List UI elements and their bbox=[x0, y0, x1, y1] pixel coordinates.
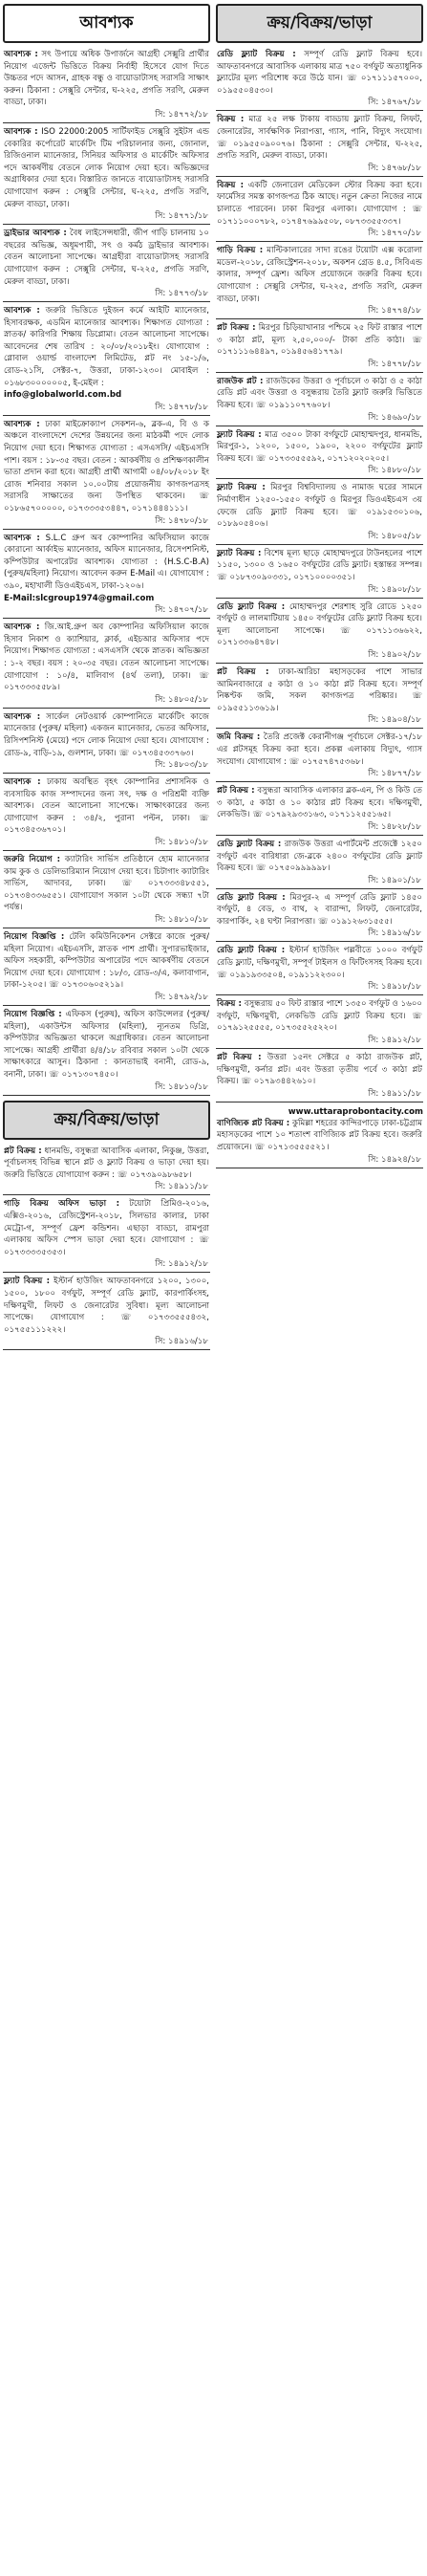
ad-title: ফ্ল্যাট বিক্রয় : bbox=[4, 1277, 51, 1287]
ad-title: রেডি ফ্ল্যাট বিক্রয় : bbox=[217, 601, 286, 612]
ad-divider bbox=[3, 1272, 210, 1273]
classified-ad bbox=[3, 419, 210, 515]
ad-body: জরুরি ভিত্তিতে দুইজন কর্মে আইটি ম্যানেজার, হিসাবরক্ষক, এডমিন ম্যানেজার আবশ্যক। শিক্ষাগত যোগ্যতা : স্নাতক/ কারিগরি শিক্ষায় ডিপ্লোমা। বেতন আলোচনা সাপেক্ষে। আবেদনের শেষ তারিখ : ২০/০৮/২০১৮ইং। যোগাযোগ : গ্লোবাল ওয়ার্ল্ড বাংলাদেশ লিমিটেড, প্লট নং ১৫-১/৬, রোড-২১সি, সেক্টর-৭, উত্তরা, ঢাকা-১২৩০। মোবাইল : ০১৬৮৩০০০০০০৫, ই-মেইল : bbox=[4, 306, 210, 388]
ad-title: আবশ্যক : bbox=[4, 711, 41, 722]
ad-divider bbox=[216, 728, 423, 729]
ad-title: আবশ্যক : bbox=[4, 50, 38, 59]
ad-title: আবশ্যক : bbox=[4, 533, 40, 543]
ad-title: জরুরি নিয়োগ : bbox=[4, 855, 61, 865]
ad-code: সি: ১৪৮১০/১৮ bbox=[155, 838, 208, 848]
ad-body: তৈরি প্রজেক্ট কেরানীগঞ্জ পূর্বাচলে সেক্টর-১৭/১৮ এর প্লটসমূহ বিক্রয় করা হবে। প্রকল্প এলাকায় বিদ্যুৎ, গ্যাস সংযোগ। যোগাযোগ : ☏ ০১৭৫৭৪৭৫৩৬৮। bbox=[217, 732, 422, 767]
ad-title: গাড়ি বিক্রয় : bbox=[217, 246, 264, 256]
ad-code: সি: ১৪৮১০/১৮ bbox=[155, 915, 208, 926]
classified-ad bbox=[216, 245, 423, 305]
classified-ad bbox=[3, 533, 210, 605]
ad-code: সি: ১৪৯০২/১৮ bbox=[368, 649, 421, 660]
classified-ad bbox=[3, 854, 210, 914]
ad-body: বসুন্ধরা আবাসিক এলাকার ব্লক-এন, পি ও কিউ তে ৩ কাঠা, ৫ কাঠা ও ১০ কাঠার প্লট বিক্রয় হবে। দক্ষিণমুখী, লেকভিউ। ☏ ০১৭৯২৯৩৩১৬৩, ০১৭১১২৫৫১৬৫। bbox=[217, 786, 423, 820]
ad-title: রেডি ফ্ল্যাট বিক্রয় : bbox=[217, 839, 282, 849]
classified-ad bbox=[3, 228, 210, 288]
section-header-buy-sell-rent-left: ক্রয়/বিক্রয়/ভাড়া bbox=[3, 1101, 210, 1140]
ad-body: মিরপুর চিড়িয়াখানার পশ্চিমে ২৫ ফিট রাস্তার পাশে ৩ কাঠা প্লট, মূল্য ২,৫০,০০০/- টাকা প্রতি কাঠা। ☏ ০১৭১১১৬৪৪৯৭, ০১৯৪৫৬৪১৭৭৯। bbox=[217, 323, 422, 358]
classified-ad bbox=[3, 1198, 210, 1258]
ad-body: উত্তরা ১৫নং সেক্টরে ৫ কাঠা রাজউক প্লট, দক্ষিণমুখী, কর্নার প্লট। এবং উত্তরা তৃতীয় পর্বে ৩ কাঠা প্লট বিক্রয়। ☏ ০১৭৯৩৪৪২৬১০। bbox=[217, 1053, 422, 1087]
ad-body: ইস্টার্ন হাউজিং আফতাবনগরে ১২০০, ১৩০০, ১৫০০, ১৮০০ বর্গফুট, সম্পূর্ণ রেডি ফ্ল্যাট, কারপার্কিংসহ, দক্ষিণমুখী, লিফট ও জেনারেটর সুবিধা। মূল্য আলোচনা সাপেক্ষে। যোগাযোগ : ☏ ০১৭৩৩৫৫৫৪৩২, ০১৭৫৫১১১২২২। bbox=[4, 1277, 210, 1335]
ad-body: ISO 22000:2005 সার্টিফাইড সেক্সুরি সুইটস এন্ড বেকারির কর্পোরেট মার্কেটিং টিম পরিচালনার জন্য, জোনাল, রিজিওনাল ম্যানেজার, সিনিয়র অফিসার ও মার্কেটিং অফিসার পদে আকর্ষণীয় বেতনে লোক নিয়োগ দেয়া হবে। অভিজ্ঞদের অগ্রাধিকার দেয়া হবে। বিস্তারিত জানতে বায়োডাটাসহ সরাসরি যোগাযোগ করুন : সেক্সুরি সেন্টার, ঘ-২২৫, প্রগতি সরণি, মেরুল বাড্ডা, ঢাকা। bbox=[4, 126, 209, 209]
ad-body: ইস্টার্ন হাউজিং পল্লবীতে ১০০০ বর্গফুট রেডি ফ্ল্যাট, দক্ষিণমুখী, সম্পূর্ণ টাইলস ও ফিটিংসসহ বিক্রয় হবে। ☏ ০১৯১৯৩৩৫০৪, ০১৯১১২২৩০০। bbox=[217, 946, 423, 980]
classified-ad bbox=[216, 429, 423, 466]
ad-code: সি: ১৪৭৭৪/১৮ bbox=[368, 306, 421, 317]
ad-code: সি: ১৪৮৭৭/১৮ bbox=[368, 769, 421, 779]
ad-divider bbox=[216, 176, 423, 177]
ad-code: সি: ১৪৬৯০/১৮ bbox=[368, 412, 421, 423]
ad-body: ঢাকায় অবস্থিত বৃহৎ কোম্পানির প্রশাসনিক ও ব্যবসায়িক কাজ সম্পাদনের জন্য সৎ, দক্ষ ও পরিশ্রমী ব্যক্তি আবশ্যক। বেতন আলোচনা সাপেক্ষে। সাক্ষাৎকারের জন্য যোগাযোগ করুন : ৩৪/২, পুরানা পল্টন, ঢাকা। ☏ ০১৭৩৪৫৩৬৭০১। bbox=[4, 777, 210, 836]
ad-body: রাজউকের উত্তরা ও পূর্বাচলে ৩ কাঠা ও ৫ কাঠা রেডি প্লট এবং উত্তরা ও বসুন্ধরায় তৈরি ফ্ল্যাট জরুরি ভিত্তিতে বিক্রয় হবে। ☏ ০১৯১১০৭৭৬০৮। bbox=[217, 376, 423, 411]
classified-ad bbox=[216, 180, 423, 228]
ad-divider bbox=[216, 663, 423, 664]
left-ads-list-2 bbox=[3, 1146, 210, 1354]
classified-ad bbox=[216, 731, 423, 768]
classified-ad bbox=[3, 126, 210, 210]
ad-title: আবশ্যক : bbox=[4, 622, 40, 633]
classified-ad bbox=[216, 322, 423, 359]
ad-title: প্লট বিক্রয় : bbox=[217, 323, 256, 334]
ad-title: নিয়োগ বিজ্ঞপ্তি : bbox=[4, 1010, 62, 1019]
ad-title: আবশ্যক : bbox=[4, 306, 40, 317]
classified-ad bbox=[216, 482, 423, 530]
ad-divider bbox=[216, 372, 423, 373]
classified-ad bbox=[216, 1052, 423, 1088]
ad-body: মিরপুর-২ এ সম্পূর্ণ রেডি ফ্ল্যাট ১৪৫০ বর্গফুট, ৪ বেড, ৩ বাথ, ২ বারান্দা, লিফট, জেনারেটর, কারপার্কিং, ২৪ ঘণ্টা নিরাপত্তা। ☏ ০১৯১২৬৩১৫৫৫। bbox=[217, 892, 423, 927]
ad-body: রাজউক উত্তরা এপার্টমেন্ট প্রজেক্টে ১২৫০ বর্গফুট এবং বারিধারা জে-ব্লকে ২৪০০ বর্গফুটের রেডি ফ্ল্যাট বিক্রয় হবে। ☏ ০১৭৫০৯৯৯৯৯৮। bbox=[217, 839, 423, 874]
ad-divider bbox=[216, 994, 423, 995]
ad-divider bbox=[216, 888, 423, 889]
ad-title: ফ্ল্যাট বিক্রয় : bbox=[217, 483, 266, 493]
ad-body: ঢাকা মাইক্রোক্যাপ সেকশন-৬, ব্লক-এ, বি ও ক অঞ্চলে বাংলাদেশে দেশের উন্নয়নের জন্য মাঠকর্মী পদে লোক নিয়োগ দেয়া হবে। শিক্ষাগত যোগ্যতা : এসএসসি/ এইচএসসি পাশ। বয়স : ১৮-৩৫ বছর। বেতন : আকর্ষণীয় ও প্রশিক্ষণকালীন ভাতা প্রদান করা হবে। আগ্রহী প্রার্থী আগামী ০৪/০৮/২০১৮ ইং রোজ শনিবার সকাল ১০.০০টায় প্রয়োজনীয় কাগজপত্রসহ সরাসরি সাক্ষাতের জন্য উপস্থিত থাকবেন। ☏ ০১৮৬৫৭০০০০০, ০১৭৩৩৩৫৩৪৪৭, ০১৭১৪৪৪১১১। bbox=[4, 419, 209, 513]
classified-ad bbox=[3, 49, 210, 109]
ad-code: সি: ১৪৭৭৮/১৮ bbox=[155, 402, 208, 412]
ad-code: সি: ১৪৭৬৮/১৮ bbox=[368, 163, 421, 173]
ad-divider bbox=[216, 1048, 423, 1049]
ad-title: রাজউক প্লট : bbox=[217, 376, 264, 386]
classified-ad bbox=[216, 548, 423, 584]
ad-body: সার্কেল নেটওয়ার্ক কোম্পানিতে মার্কেটিং কাজে ম্যানেজার (পুরুষ/ মহিলা) একজন ম্যানেজার, ভেতর অফিসার, রিসিপশনিস্ট (মেয়ে) পদে লোক নিয়োগ দেয়া হবে। যোগাযোগ : রোড-৯, বাড়ি-১৯, গুলশান, ঢাকা। ☏ ০১৭৩৪৫৩৩৭৬৩। bbox=[4, 711, 209, 758]
classified-ad bbox=[216, 114, 423, 162]
ad-code: সি: ১৪৯০১/১৮ bbox=[368, 875, 421, 885]
ad-code: সি: ১৪৯২৪/১৮ bbox=[368, 1154, 421, 1165]
ad-body: জি.আই.গ্রুপ অব কোম্পানির অফিসিয়াল কাজে হিসাব নিকাশ ও ক্যাশিয়ার, ক্লার্ক, এইচআর অফিসার পদে নিয়োগ। শিক্ষাগত যোগ্যতা : এসএসসি থেকে স্নাতক। অভিজ্ঞতা : ১-২ বছর। বয়স : ২০-৩৫ বছর। বেতন আলোচনা সাপেক্ষে। যোগাযোগ : ১০/৪, মালিবাগ (৪র্থ তলা), ঢাকা। ☏ ০১৭৩৩৩৫৫৮৯। bbox=[4, 622, 209, 693]
classified-ad bbox=[216, 785, 423, 821]
classified-ad bbox=[3, 931, 210, 992]
ad-code: সি: ১৪৭০৭/১৮ bbox=[155, 605, 208, 616]
section-header-buy-sell-rent: ক্রয়/বিক্রয়/ভাড়া bbox=[216, 4, 423, 43]
ad-code: সি: ১৪৯০৮/১৮ bbox=[368, 584, 421, 595]
classified-ad bbox=[216, 601, 423, 649]
ad-title: বিক্রয় : bbox=[217, 999, 242, 1010]
ad-title: রেডি ফ্ল্যাট বিক্রয় : bbox=[217, 892, 286, 903]
ad-body: এফিকস (পুরুষ), অফিস কাউন্সেলর (পুরুষ/ মহিলা), একাউন্টস অফিসার (মহিলা), ন্যূনতম ডিগ্রি, কম্পিউটার অভিজ্ঞতা থাকলে অগ্রাধিকার। বেতন আলোচনা সাপেক্ষে। আগ্রহী প্রার্থীরা ৪/৪/১৮ রবিবার সকাল ১০টা থেকে সাক্ষাৎকারে আসুন। ঠিকানা : কানতাভাই বনানী, রোড-৯, বনানী, ঢাকা। ☏ ০১৭১৩০৭৪৫০। bbox=[4, 1010, 210, 1080]
ad-divider bbox=[3, 708, 210, 709]
classified-ad bbox=[216, 945, 423, 981]
ad-code: সি: ১৪৭৭১/১৮ bbox=[155, 211, 208, 222]
classified-ad bbox=[216, 998, 423, 1035]
ad-code: সি: ১৪৯১১/১৮ bbox=[155, 1182, 208, 1192]
left-ads-list bbox=[3, 49, 210, 1099]
ad-body: সৎ উপায়ে অধিক উপার্জনে আগ্রহী সেক্সুরি প্রার্থীর নিয়োগ এজেন্ট ভিত্তিতে বিক্রয় নির্বাহী হিসেবে যোগ দিতে উচ্চতর পদে আসন, গ্রাহক বন্ধু ও বায়োডাটাসহ সরাসরি সাক্ষাৎ করুন। ঠিকানা : সেক্সুরি সেন্টার, ঘ-২২৫, প্রগতি সরণি, মেরুল বাড্ডা, ঢাকা। bbox=[4, 50, 209, 108]
ad-code: সি: ১৪৮০৫/১৮ bbox=[155, 694, 208, 705]
ad-code: সি: ১৪৭৭৮/১৮ bbox=[368, 359, 421, 369]
ad-code: সি: ১৪৮১০/১৮ bbox=[155, 1081, 208, 1092]
ad-body: কুমিল্লা শহরের কান্দিরপাড়ে ঢাকা-চট্টগ্রাম মহাসড়কের পাশে ১০ শতাংশ বাণিজ্যিক প্লট বিক্রয় হবে। জরুরি প্রয়োজনে। ☏ ০১৭১৩৫৫৫৫২১। bbox=[217, 1118, 422, 1152]
ad-title: আবশ্যক : bbox=[4, 777, 41, 788]
ad-divider bbox=[3, 618, 210, 619]
ad-title: নিয়োগ বিজ্ঞপ্তি : bbox=[4, 932, 65, 943]
ad-code: সি: ১৪৭৬৭/১৮ bbox=[368, 98, 421, 108]
classified-ad bbox=[216, 839, 423, 875]
ad-body: বৈধ লাইসেন্সধারী, জীপ গাড়ি চালনায় ১০ বছরের অভিজ্ঞ, অধূমপায়ী, সৎ ও কর্মঠ ড্রাইভার আবশ্যক। বেতন আলোচনা সাপেক্ষে। আগ্রহীরা বায়োডাটাসহ সরাসরি যোগাযোগ করুন : সেক্সুরি সেন্টার, ঘ-২২৫, প্রগতি সরণি, মেরুল বাড্ডা, ঢাকা। bbox=[4, 229, 209, 287]
ad-body: S.L.C গ্রুপ অব কোম্পানির অফিসিয়াল কাজে কোরানো আর্কাইভ ম্যানেজার, অফিস ম্যানেজার, রিসেপশনিস্ট, কম্পিউটার অপারেটর আবশ্যক। যোগ্যতা : (H.S.C-B.A) (পুরুষ/মহিলা) নিয়োগ। আবেদন করুন E-Mail এ। যোগাযোগ : ৩৯০, মহাখালী ডিওএইচএস, ঢাকা-১২০৬। bbox=[4, 533, 209, 591]
ad-divider bbox=[3, 1194, 210, 1195]
ad-body: মাল্টিকালারের সাদা রঙের টয়োটা এক্স করোলা মডেল-২০১৮, রেজিস্ট্রেশন-২০১৮, অকশন গ্রেড ৪.৫, সিবিএন্ড কালার, সম্পূর্ণ ফ্রেশ। অফিস প্রয়োজনে জরুরি বিক্রয় হবে। যোগাযোগ : সেক্সুরি সেন্টার, ঘ-২২৫, প্রগতি সরণি, মেরুল বাড্ডা, ঢাকা। bbox=[217, 246, 422, 304]
classified-ad bbox=[216, 1118, 423, 1154]
ad-code: সি: ১৪৯০৪/১৮ bbox=[368, 715, 421, 726]
ad-body: মাত্র ৩৫০০ টাকা বর্গফুটে মোহাম্মদপুর, ধানমন্ডি, মিরপুর-১, ১২০০, ১৫০০, ১৯০০, ২২০০ বর্গফুটের ফ্ল্যাট বিক্রয় হবে। ☏ ০১৭৩৩৫৫৫৯২, ০১৭১২০২০২০৫। bbox=[217, 429, 422, 464]
ad-divider bbox=[3, 529, 210, 530]
ad-title: রেডি ফ্ল্যাট বিক্রয় : bbox=[217, 50, 296, 59]
ad-code: সি: ১৪৮০৫/১৮ bbox=[368, 531, 421, 541]
ad-divider bbox=[216, 318, 423, 319]
ad-code: সি: ১৪৯১৮/১৮ bbox=[368, 982, 421, 993]
classified-ad bbox=[3, 1009, 210, 1081]
right-column bbox=[216, 2, 423, 2574]
ad-title: ফ্ল্যাট বিক্রয় : bbox=[217, 429, 262, 440]
right-ads-list bbox=[216, 49, 423, 1105]
ad-email-link[interactable]: E-Mail:slcgroup1974@gmail.com bbox=[4, 593, 155, 603]
ad-body: ধানমন্ডি, বসুন্ধরা আবাসিক এলাকা, নিকুঞ্জ, উত্তরা, পূর্বাচলসহ বিভিন্ন স্থানে প্লট ও ফ্ল্যাট বিক্রয় ও ভাড়া দেয়া হয়। জরুরি ভিত্তিতে যোগাযোগ করুন : ☏ ০১৭৩৯০৯৮৬৫৮। bbox=[4, 1146, 209, 1180]
classifieds-page bbox=[3, 2, 424, 2574]
ad-body: ঢাকা-আরিচা মহাসড়কের পাশে সাভার আমিনবাজারে ৫ কাঠা ও ১০ কাঠা প্লট বিক্রয় হবে। সম্পূর্ণ নিষ্কণ্টক জমি, সকল কাগজপত্র পরিষ্কার। ☏ ০১৯৫৫১১৩৬১৯। bbox=[217, 666, 423, 713]
ad-body: টেলি কমিউনিকেশন সেক্টরে কাজে পুরুষ/মহিলা নিয়োগ। এইচএসসি, স্নাতক পাশ প্রার্থী। সুপারভাইজার, অফিস সহকারী, কম্পিউটার অপারেটর পদে আকর্ষণীয় বেতনে নিয়োগ দেয়া হবে। যোগাযোগ : ১৮/৩, রোড-৩/এ, কলাবাগান, ঢাকা-১২০৫। ☏ ০১৭৩০৬০৫২১৯। bbox=[4, 932, 210, 991]
ad-divider bbox=[216, 110, 423, 111]
ad-body: টয়োটা প্রিমিও-২০১৬, এক্সিও-২০১৬, রেজিস্ট্রেশন-২০১৮, সিলভার কালার, ঢাকা মেট্রো-গ, সম্পূর্ণ ফ্রেশ কন্ডিশন। এছাড়া বাড্ডা, রামপুরা এলাকায় অফিস স্পেস ভাড়া দেয়া হবে। যোগাযোগ : ☏ ০১৭৩৩৩৩৫৩৫৩। bbox=[4, 1199, 210, 1257]
ad-code: সি: ১৪৯১৬/১৮ bbox=[155, 1337, 208, 1347]
ad-divider bbox=[3, 1349, 210, 1350]
ad-code: সি: ১৪৭৭২/১৮ bbox=[155, 109, 208, 120]
ad-body: মিরপুর বিশ্ববিদ্যালয় ও নামাজ ঘরের সামনে নির্মাণাধীন ১২৫০-১৫৫০ বর্গফুট ও মিরপুর ডিওএইচএস ৩য় ফেজে রেডি ফ্ল্যাট বিক্রয় হবে। ☏ ০১৯১৫৩০১০৬, ০১৮৯০৫৪০৬। bbox=[217, 483, 422, 530]
ad-title: গাড়ি বিক্রয় অফিস ভাড়া : bbox=[4, 1199, 120, 1210]
ad-code: সি: ১৪৯১৬/১৮ bbox=[368, 928, 421, 939]
classified-ad bbox=[216, 376, 423, 412]
ad-title: ফ্ল্যাট বিক্রয় : bbox=[217, 548, 262, 558]
section-header-wanted: আবশ্যক bbox=[3, 4, 210, 43]
ad-code: সি: ১৪৭৯২/১৮ bbox=[155, 993, 208, 1002]
ad-divider bbox=[216, 598, 423, 599]
ad-divider bbox=[3, 122, 210, 123]
ad-divider bbox=[216, 781, 423, 782]
ad-body: একটি জেনারেল মেডিকেল স্টোর বিক্রয় করা হবে। ফার্মেসির সমস্ত কাগজপত্র ঠিক আছে। নতুন ক্রেতা নিজের নামে চালাতে পারবেন। ঢাকা মিরপুর এলাকা। যোগাযোগ : ☏ ০১৭১১০০০৭৮২, ০১৭৪৭৬৯৯৫০৮, ০৮৭৩৩৫৫৩৩৭। bbox=[217, 180, 423, 227]
ad-title: ড্রাইভার আবশ্যক : bbox=[4, 229, 67, 239]
right-ads-tail-list bbox=[216, 1118, 423, 1171]
ad-title: প্লট বিক্রয় : bbox=[217, 786, 255, 797]
classified-ad bbox=[3, 305, 210, 402]
classified-ad bbox=[3, 711, 210, 759]
ad-code: সি: ১৪৮৮০/১৮ bbox=[368, 466, 421, 476]
ad-title: আবশ্যক : bbox=[4, 126, 38, 137]
ad-body: ক্যাটারিং সার্ভিস প্রতিষ্ঠানে হোম ম্যানেজার কাম কুক ও ডেলিভারিম্যান নিয়োগ দেয়া হবে। চিটাগাং ক্যাটারিং সার্ভিস, আদাবর, ঢাকা। ☏ ০১৭৩৩৩৪৮৫৫১, ০১৭৩৪৩৩৬৫৫১। যোগাযোগ সকাল ১০টা থেকে সন্ধ্যা ৭টা পর্যন্ত। bbox=[4, 855, 210, 913]
ad-divider bbox=[216, 835, 423, 836]
ad-divider bbox=[3, 1005, 210, 1006]
ad-code: সি: ১৪৯১২/১৮ bbox=[155, 1259, 208, 1270]
website-url[interactable]: www.uttaraprobontacity.com bbox=[288, 1106, 423, 1117]
classified-ad bbox=[3, 622, 210, 694]
ad-divider bbox=[3, 1095, 210, 1096]
ad-code: সি: ১৪৯১২/১৮ bbox=[368, 1036, 421, 1046]
ad-code: সি: ১৪৭৮০/১৮ bbox=[155, 515, 208, 526]
ad-title: প্লট বিক্রয় : bbox=[217, 666, 269, 677]
ad-email-link[interactable]: info@globalworld.com.bd bbox=[4, 390, 122, 401]
ad-title: রেডি ফ্ল্যাট বিক্রয় : bbox=[217, 946, 286, 956]
ad-body: মোহাম্মদপুর শেরশাহ সুরি রোডে ১২৫০ বর্গফুট ও লালমাটিয়ায় ১৪৫০ বর্গফুটের রেডি ফ্ল্যাট বিক্রয় হবে। মূল্য আলোচনা সাপেক্ষে। ☏ ০১৭১১৩৬৬২২, ০১৭১৩৩৬৪৭৪৮। bbox=[217, 601, 423, 648]
ad-code: সি: ১৪৮০৩/১৮ bbox=[155, 760, 208, 771]
ad-code: সি: ১৪৯১১/১৮ bbox=[368, 1088, 421, 1099]
ad-title: বিক্রয় : bbox=[217, 180, 245, 190]
ad-title: বাণিজ্যিক প্লট বিক্রয় : bbox=[217, 1118, 290, 1128]
classified-ad bbox=[3, 1146, 210, 1182]
ad-title: আবশ্যক : bbox=[4, 419, 40, 429]
ad-divider bbox=[3, 850, 210, 851]
ad-divider bbox=[216, 544, 423, 545]
classified-ad bbox=[3, 776, 210, 837]
ad-title: প্লট বিক্রয় : bbox=[217, 1053, 262, 1063]
classified-ad bbox=[216, 892, 423, 928]
ad-divider bbox=[216, 478, 423, 479]
ad-body: সম্পূর্ণ রেডি ফ্ল্যাট বিক্রয় হবে। আফতাবনগরে আবাসিক এলাকায় মাত্র ৭৫০ বর্গফুট অত্যাধুনিক ফ্ল্যাটের মূল্য পরিশোধ করে উঠে যান। ☏ ০১৭১১১৫৭০০০, ০১৯৫৫০৪৫৩০। bbox=[217, 50, 423, 96]
classified-ad bbox=[216, 666, 423, 714]
ad-divider bbox=[3, 224, 210, 225]
ad-code: সি: ১৪৭৭৩/১৮ bbox=[155, 289, 208, 299]
left-column bbox=[3, 2, 210, 2574]
ad-body: মাত্র ২৫ লক্ষ টাকায় বাড্ডায় ফ্ল্যাট বিক্রয়, লিফট, জেনারেটর, সার্বক্ষণিক নিরাপত্তা, গ্যাস, পানি, বিদ্যুৎ সংযোগ। ☏ ০১৯৫৫০৯০০৭৬। ঠিকানা : সেক্সুরি সেন্টার, ঘ-২২৫, প্রগতি সরণি, মেরুল বাড্ডা, ঢাকা। bbox=[217, 115, 422, 162]
ad-divider bbox=[3, 415, 210, 416]
ad-divider bbox=[3, 301, 210, 302]
ad-divider bbox=[216, 241, 423, 242]
ad-title: বিক্রয় : bbox=[217, 115, 245, 125]
ad-divider bbox=[3, 773, 210, 774]
ad-code: সি: ১৪৮২৮/১৮ bbox=[368, 821, 421, 832]
ad-body: বসুন্ধরায় ৫০ ফিট রাস্তার পাশে ১৩৫০ বর্গফুট ও ১৬০০ বর্গফুট, দক্ষিণমুখী, লেকভিউ রেডি ফ্ল্যাট বিক্রয় হবে। ☏ ০১৭৯১২৫৫৫৫, ০১৭৩৫৫২৫২২০। bbox=[217, 999, 423, 1034]
ad-title: প্লট বিক্রয় : bbox=[4, 1146, 42, 1156]
ad-body: বিশেষ মূল্য ছাড়ে মোহাম্মদপুরে টাউনহলের পাশে ১১৫০, ১৩০০ ও ১৬৫০ বর্গফুটের রেডি ফ্ল্যাট। হস্তান্তর সম্পন্ন। ☏ ০১৮৭৩০৯০৩৩১, ০১৭১০০০০৩৫১। bbox=[217, 548, 423, 582]
ad-code: সি: ১৪৭৭০/১৮ bbox=[368, 229, 421, 239]
ad-divider bbox=[216, 941, 423, 942]
ad-title: জমি বিক্রয় : bbox=[217, 732, 261, 743]
classified-ad bbox=[216, 49, 423, 97]
classified-ad bbox=[3, 1276, 210, 1336]
